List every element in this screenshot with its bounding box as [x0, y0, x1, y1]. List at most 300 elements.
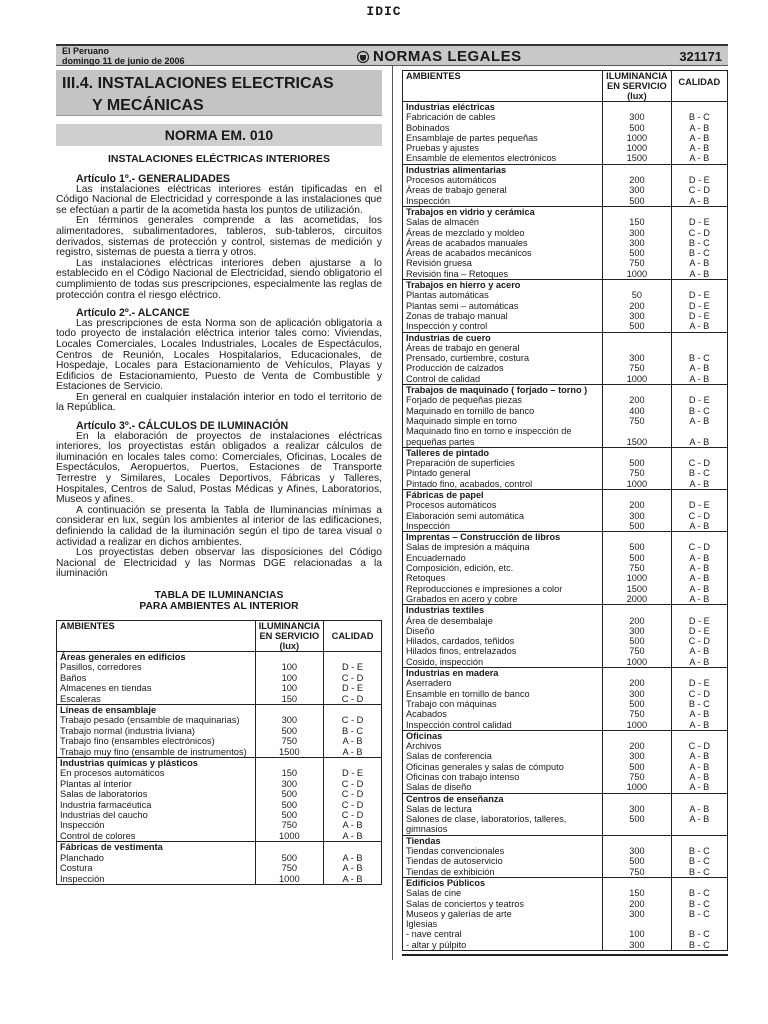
ambiente-cell: Pruebas y ajustes: [406, 143, 480, 154]
table-row: [403, 353, 727, 363]
section-heading: Centros de enseñanza: [406, 793, 504, 804]
section-title: [56, 70, 382, 116]
calidad-cell: B - C: [324, 726, 382, 736]
table-row: [403, 468, 727, 478]
empty-cell: [603, 668, 671, 679]
calidad-cell: A - B: [671, 437, 727, 448]
calidad-cell: B - C: [671, 909, 727, 919]
table-row: [403, 374, 727, 385]
lux-cell: 750: [603, 646, 671, 656]
lux-cell: 750: [603, 363, 671, 373]
empty-cell: [324, 758, 382, 769]
section-heading-row: [403, 164, 727, 175]
section-heading-row: [57, 758, 382, 769]
calidad-cell: A - B: [671, 584, 727, 594]
table-row: [403, 112, 727, 122]
calidad-cell: A - B: [671, 196, 727, 207]
section-heading-row: [57, 705, 382, 716]
lux-cell: 200: [603, 175, 671, 185]
ambiente-cell: Área de desembalaje: [406, 615, 493, 626]
lux-cell: 750: [603, 772, 671, 782]
header-iluminancia-line-1: ILUMINANCIA: [606, 71, 668, 81]
ambiente-cell: Tiendas convencionales: [406, 846, 505, 857]
calidad-cell: C - D: [324, 715, 382, 725]
table-row: [403, 929, 727, 939]
section-heading-row: [403, 102, 727, 113]
article-3-paragraph-1: En la elaboración de proyectos de instalaciones eléctricas interiores, los proyectistas están obligados a realizar cálculos de iluminación en locales tales como: Comerciales, Oficinas, Locales de Espectáculos, Aeropuertos, Puertos, Estaciones de Transporte Terrestre y Similares, Locales Deportivos, Fábricas y Talleres, Hospitales, Centros de Salud, Postas Médicas y Afines, Laboratorios, Museos y afines.: [56, 430, 382, 506]
header-iluminancia-line-1: ILUMINANCIA: [258, 620, 321, 631]
empty-cell: [603, 385, 671, 396]
lux-cell: 2000: [603, 594, 671, 605]
lux-cell: 1500: [603, 153, 671, 164]
ambiente-cell: Inspección: [60, 820, 105, 831]
lux-cell: 200: [603, 899, 671, 909]
ambiente-cell: Áreas de mezclado y moldeo: [406, 227, 525, 238]
ambiente-cell: Salas de cine: [406, 888, 462, 899]
empty-cell: [671, 793, 727, 804]
calidad-cell: A - B: [671, 374, 727, 385]
ambiente-cell: Pintado general: [406, 468, 471, 479]
lux-cell: 300: [255, 779, 323, 789]
ambiente-cell: Áreas de trabajo general: [406, 185, 507, 196]
table-row: [403, 573, 727, 583]
calidad-cell: C - D: [324, 694, 382, 705]
section-heading-row: [403, 206, 727, 217]
calidad-cell: A - B: [671, 814, 727, 835]
calidad-cell: D - E: [671, 290, 727, 300]
article-2-paragraph-2: En general en cualquier instalación interior en todo el territorio de la República.: [56, 391, 382, 414]
calidad-cell: D - E: [671, 678, 727, 688]
table-row: [57, 747, 382, 758]
ambiente-cell: Salas de conferencia: [406, 751, 492, 762]
lux-cell: [603, 426, 671, 436]
section-heading-row: [403, 332, 727, 343]
ambiente-cell: Tiendas de autoservicio: [406, 856, 503, 867]
lux-cell: 500: [603, 196, 671, 207]
ambiente-cell: Trabajo fino (ensambles electrónicos): [60, 736, 215, 747]
ambiente-cell: Retoques: [406, 573, 446, 584]
calidad-cell: A - B: [324, 853, 382, 863]
table-row: [57, 853, 382, 863]
ambiente-cell: Encuadernado: [406, 552, 466, 563]
lux-cell: 500: [603, 521, 671, 532]
table-row: [403, 563, 727, 573]
empty-cell: [603, 102, 671, 113]
calidad-cell: B - C: [671, 248, 727, 258]
calidad-cell: [671, 343, 727, 353]
lux-cell: 300: [603, 228, 671, 238]
section-heading: Industrias eléctricas: [406, 102, 495, 112]
section-heading-row: [57, 842, 382, 853]
section-heading: Imprentas – Construcción de libros: [406, 532, 561, 543]
calidad-cell: D - E: [671, 175, 727, 185]
header-iluminancia-line-2: EN SERVICIO: [607, 81, 667, 91]
table-row: [403, 458, 727, 468]
calidad-cell: C - D: [324, 800, 382, 810]
section-heading: Oficinas: [406, 730, 443, 741]
calidad-cell: A - B: [671, 416, 727, 426]
illuminance-table-left: [56, 620, 382, 885]
calidad-cell: C - D: [671, 689, 727, 699]
calidad-cell: D - E: [324, 683, 382, 693]
lux-cell: 500: [603, 123, 671, 133]
table-row: [403, 479, 727, 490]
ambiente-cell: Plantas automáticas: [406, 290, 489, 301]
header-calidad: [671, 71, 727, 102]
table-row: [403, 542, 727, 552]
lux-cell: 500: [603, 636, 671, 646]
calidad-cell: C - D: [324, 789, 382, 799]
lux-cell: 500: [255, 810, 323, 820]
right-table-body: [403, 102, 727, 951]
table-row: [403, 940, 727, 950]
lux-cell: [603, 919, 671, 929]
newspaper-name: El Peruano: [62, 46, 110, 56]
calidad-cell: A - B: [671, 563, 727, 573]
ambiente-cell: Planchado: [60, 852, 104, 863]
table-row: [403, 290, 727, 300]
right-column: [402, 70, 728, 951]
table-row: [403, 657, 727, 668]
ambiente-cell: Producción de calzados: [406, 363, 504, 374]
lux-cell: 200: [603, 395, 671, 405]
ambiente-cell: Ensamblaje de partes pequeñas: [406, 132, 538, 143]
calidad-cell: D - E: [671, 301, 727, 311]
calidad-cell: A - B: [671, 321, 727, 332]
ambiente-cell: Hilados finos, entrelazados: [406, 646, 517, 657]
table-row: [403, 301, 727, 311]
table-row: [403, 699, 727, 709]
calidad-cell: A - B: [324, 874, 382, 885]
ambiente-cell: Baños: [60, 672, 87, 683]
bottom-rule: [402, 954, 728, 956]
lux-cell: 1500: [603, 584, 671, 594]
table-row: [403, 867, 727, 878]
table-row: [403, 804, 727, 814]
lux-cell: 500: [255, 726, 323, 736]
calidad-cell: A - B: [324, 863, 382, 873]
calidad-cell: A - B: [671, 772, 727, 782]
section-heading-row: [403, 280, 727, 291]
section-heading: Áreas generales en edificios: [60, 651, 186, 662]
empty-cell: [603, 730, 671, 741]
table-row: [403, 437, 727, 448]
calidad-cell: B - C: [671, 929, 727, 939]
ambiente-cell: Composición, edición, etc.: [406, 563, 514, 574]
article-3-paragraph-2: A continuación se presenta la Tabla de Iluminancias mínimas a considerar en lux, según los ambientes al interior de las edificaciones, definiendo la calidad de la iluminación según el tipo de tarea visual o actividad a realizar en dichos ambientes.: [56, 504, 382, 548]
calidad-cell: B - C: [671, 846, 727, 856]
table-row: [403, 228, 727, 238]
lux-cell: 500: [255, 853, 323, 863]
lux-cell: 300: [603, 940, 671, 950]
lux-cell: 100: [255, 673, 323, 683]
table-row: [403, 553, 727, 563]
section-heading: Líneas de ensamblaje: [60, 705, 157, 715]
lux-cell: 100: [255, 683, 323, 693]
table-row: [403, 646, 727, 656]
section-heading: Industrias alimentarias: [406, 164, 507, 175]
lux-cell: 750: [603, 709, 671, 719]
section-heading-row: [403, 489, 727, 500]
empty-cell: [603, 489, 671, 500]
empty-cell: [603, 835, 671, 846]
ambiente-cell: Reproducciones e impresiones a color: [406, 583, 563, 594]
table-row: [403, 406, 727, 416]
table-row: [403, 751, 727, 761]
section-heading-row: [403, 793, 727, 804]
calidad-cell: C - D: [671, 185, 727, 195]
section-heading-row: [57, 651, 382, 662]
empty-cell: [671, 835, 727, 846]
table-row: [57, 863, 382, 873]
ambiente-cell: Inspección: [406, 520, 450, 531]
article-2-title: Artículo 2º.- ALCANCE: [76, 307, 190, 320]
table-row: [403, 363, 727, 373]
header-calidad-label: CALIDAD: [678, 77, 721, 87]
empty-cell: [255, 705, 323, 716]
ambiente-cell: Control de calidad: [406, 373, 481, 384]
article-3-paragraph-3: Los proyectistas deben observar las disposiciones del Código Nacional de Electricidad y las Normas DGE relacionadas a la iluminación: [56, 547, 382, 580]
lux-cell: 1000: [603, 782, 671, 793]
table-title-line-2: PARA AMBIENTES AL INTERIOR: [139, 600, 299, 612]
calidad-cell: A - B: [671, 646, 727, 656]
calidad-cell: B - C: [671, 899, 727, 909]
empty-cell: [671, 102, 727, 113]
ambiente-cell: Zonas de trabajo manual: [406, 310, 508, 321]
lux-cell: 300: [255, 715, 323, 725]
table-row: [403, 678, 727, 688]
lux-cell: 1000: [603, 269, 671, 280]
table-row: [403, 846, 727, 856]
table-row: [57, 789, 382, 799]
ambiente-cell: Diseño: [406, 625, 435, 636]
ambiente-cell: Salas de conciertos y teatros: [406, 898, 524, 909]
lux-cell: 200: [603, 678, 671, 688]
lux-cell: 300: [603, 909, 671, 919]
lux-cell: 750: [603, 416, 671, 426]
ambiente-cell: Fabricación de cables: [406, 112, 496, 123]
empty-cell: [671, 447, 727, 458]
lux-cell: 300: [603, 112, 671, 122]
lux-cell: 500: [603, 762, 671, 772]
lux-cell: 300: [603, 804, 671, 814]
section-heading: Fábricas de papel: [406, 489, 484, 500]
lux-cell: 500: [603, 248, 671, 258]
calidad-cell: B - C: [671, 940, 727, 950]
ambiente-cell: Inspección control calidad: [406, 719, 512, 730]
ambiente-cell: Revisión fina – Retoques: [406, 268, 509, 279]
section-heading-row: [403, 668, 727, 679]
table-row: [403, 741, 727, 751]
article-3-title: Artículo 3º.- CÁLCULOS DE ILUMINACIÓN: [76, 420, 289, 433]
table-row: [57, 726, 382, 736]
empty-cell: [671, 668, 727, 679]
lux-cell: 300: [603, 751, 671, 761]
calidad-cell: B - C: [671, 867, 727, 878]
column-divider: [392, 66, 393, 960]
empty-cell: [671, 332, 727, 343]
ambiente-cell: Áreas de acabados manuales: [406, 237, 528, 248]
ambiente-cell: Preparación de superficies: [406, 458, 515, 469]
ambiente-cell: Aserradero: [406, 678, 452, 689]
calidad-cell: A - B: [671, 573, 727, 583]
ambiente-cell: Museos y galerías de arte: [406, 908, 512, 919]
calidad-cell: C - D: [671, 741, 727, 751]
ambiente-cell: Prensado, curtiembre, costura: [406, 353, 530, 364]
calidad-cell: A - B: [671, 553, 727, 563]
lux-cell: 750: [255, 863, 323, 873]
lux-cell: 1000: [603, 720, 671, 731]
table-row: [403, 153, 727, 164]
calidad-cell: A - B: [671, 479, 727, 490]
empty-cell: [603, 447, 671, 458]
calidad-cell: A - B: [671, 782, 727, 793]
lux-cell: 300: [603, 626, 671, 636]
section-heading-row: [403, 730, 727, 741]
ambiente-cell: Bobinados: [406, 122, 450, 133]
calidad-cell: A - B: [671, 143, 727, 153]
article-1-paragraph-1: Las instalaciones eléctricas interiores están tipificadas en el Código Nacional de Electricidad y corresponde a las instalaciones que se efectúan a partir de la acometida hasta los puntos de utilización.: [56, 183, 382, 216]
empty-cell: [671, 280, 727, 291]
ambiente-cell: Ensamble en tornillo de banco: [406, 688, 530, 699]
ambiente-cell: Forjado de pequeñas piezas: [406, 395, 522, 406]
ambiente-cell: Almacenes en tiendas: [60, 683, 152, 694]
empty-cell: [324, 705, 382, 716]
lux-cell: 200: [603, 616, 671, 626]
table-row: [403, 782, 727, 793]
table-row: [57, 874, 382, 885]
calidad-cell: B - C: [671, 353, 727, 363]
section-heading: Fábricas de vestimenta: [60, 842, 163, 853]
table-row: [403, 143, 727, 153]
ambiente-cell: Salas de laboratorios: [60, 789, 148, 800]
lux-cell: 150: [255, 768, 323, 778]
header-ambientes: AMBIENTES: [403, 71, 603, 102]
section-heading: Trabajos de maquinado ( forjado – torno ): [406, 385, 588, 396]
empty-cell: [603, 280, 671, 291]
lux-cell: 300: [603, 511, 671, 521]
table-title-line-1: TABLA DE ILUMINANCIAS: [154, 589, 284, 601]
page-number: 321171: [679, 49, 722, 64]
lux-cell: 750: [603, 867, 671, 878]
calidad-cell: A - B: [324, 736, 382, 746]
section-heading: Talleres de pintado: [406, 447, 490, 458]
section-heading: Trabajos en hierro y acero: [406, 280, 521, 291]
lux-cell: 750: [603, 563, 671, 573]
calidad-cell: B - C: [671, 888, 727, 898]
empty-cell: [603, 332, 671, 343]
table-row: [57, 768, 382, 778]
table-row: [403, 248, 727, 258]
ambiente-cell: Trabajo con máquinas: [406, 698, 497, 709]
calidad-cell: A - B: [671, 594, 727, 605]
calidad-cell: C - D: [324, 810, 382, 820]
table-row: [57, 694, 382, 705]
table-row: [403, 511, 727, 521]
header-title: NORMAS LEGALES: [373, 48, 522, 65]
ambiente-cell: Oficinas generales y salas de cómputo: [406, 761, 564, 772]
calidad-cell: [671, 919, 727, 929]
calidad-cell: A - B: [671, 133, 727, 143]
table-row: [403, 772, 727, 782]
article-1-paragraph-2: En términos generales comprende a las acometidas, los alimentadores, subalimentadores, tableros, sub-tableros, circuitos derivados, sistemas de protección y control, sistemas de medición y registro, sistemas de puesta a tierra y otros.: [56, 215, 382, 259]
empty-cell: [603, 206, 671, 217]
ambiente-cell: Inspección: [406, 195, 450, 206]
header-iluminancia-line-3: (lux): [279, 640, 300, 651]
lux-cell: 500: [255, 789, 323, 799]
lux-cell: 100: [603, 929, 671, 939]
empty-cell: [671, 206, 727, 217]
table-row: [403, 584, 727, 594]
calidad-cell: C - D: [671, 511, 727, 521]
stamp-text: IDIC: [366, 4, 402, 19]
ambiente-cell: Salas de lectura: [406, 803, 472, 814]
ambiente-cell: Trabajo pesado (ensamble de maquinarias): [60, 715, 240, 726]
ambiente-cell: Ensamble de elementos electrónicos: [406, 153, 557, 164]
ambiente-cell: Inspección y control: [406, 321, 488, 332]
lux-cell: 150: [603, 217, 671, 227]
ambiente-cell: Áreas de trabajo en general: [406, 342, 520, 353]
calidad-cell: B - C: [671, 406, 727, 416]
document-subtitle: INSTALACIONES ELÉCTRICAS INTERIORES: [107, 153, 331, 165]
lux-cell: 500: [603, 542, 671, 552]
lux-cell: 750: [603, 258, 671, 268]
calidad-cell: C - D: [671, 228, 727, 238]
table-row: [403, 426, 727, 436]
header-left: [62, 46, 185, 66]
ambiente-cell: En procesos automáticos: [60, 768, 165, 779]
calidad-cell: [671, 426, 727, 436]
lux-cell: 1500: [255, 747, 323, 758]
ambiente-cell: Plantas al interior: [60, 778, 132, 789]
ambiente-cell: Salas de impresión a máquina: [406, 542, 530, 553]
page-header: [56, 44, 728, 66]
lux-cell: 400: [603, 406, 671, 416]
illuminance-table-right: [403, 70, 727, 950]
empty-cell: [603, 605, 671, 616]
lux-cell: 1000: [603, 143, 671, 153]
table-row: [403, 500, 727, 510]
table-row: [57, 810, 382, 820]
empty-cell: [603, 164, 671, 175]
lux-cell: 200: [603, 500, 671, 510]
ambiente-cell: Trabajo muy fino (ensamble de instrumentos): [60, 746, 247, 757]
empty-cell: [671, 730, 727, 741]
ambiente-cell: Maquinado simple en torno: [406, 415, 517, 426]
lux-cell: 500: [603, 321, 671, 332]
calidad-cell: D - E: [324, 662, 382, 672]
section-heading: Industrias en madera: [406, 668, 499, 679]
table-row: [403, 269, 727, 280]
calidad-cell: C - D: [671, 636, 727, 646]
calidad-cell: A - B: [671, 123, 727, 133]
calidad-cell: B - C: [671, 112, 727, 122]
ambiente-cell: - altar y púlpito: [406, 939, 467, 950]
table-row: [403, 689, 727, 699]
calidad-cell: C - D: [324, 673, 382, 683]
ambiente-cell: Archivos: [406, 741, 442, 752]
lux-cell: 1000: [603, 133, 671, 143]
calidad-cell: D - E: [324, 768, 382, 778]
lux-cell: 1500: [603, 437, 671, 448]
section-heading-row: [403, 447, 727, 458]
lux-cell: 150: [255, 694, 323, 705]
calidad-cell: A - B: [324, 820, 382, 830]
publication-date: domingo 11 de junio de 2006: [62, 56, 185, 66]
ambiente-cell: Acabados: [406, 709, 447, 720]
calidad-cell: A - B: [671, 153, 727, 164]
lux-cell: 1000: [603, 479, 671, 490]
